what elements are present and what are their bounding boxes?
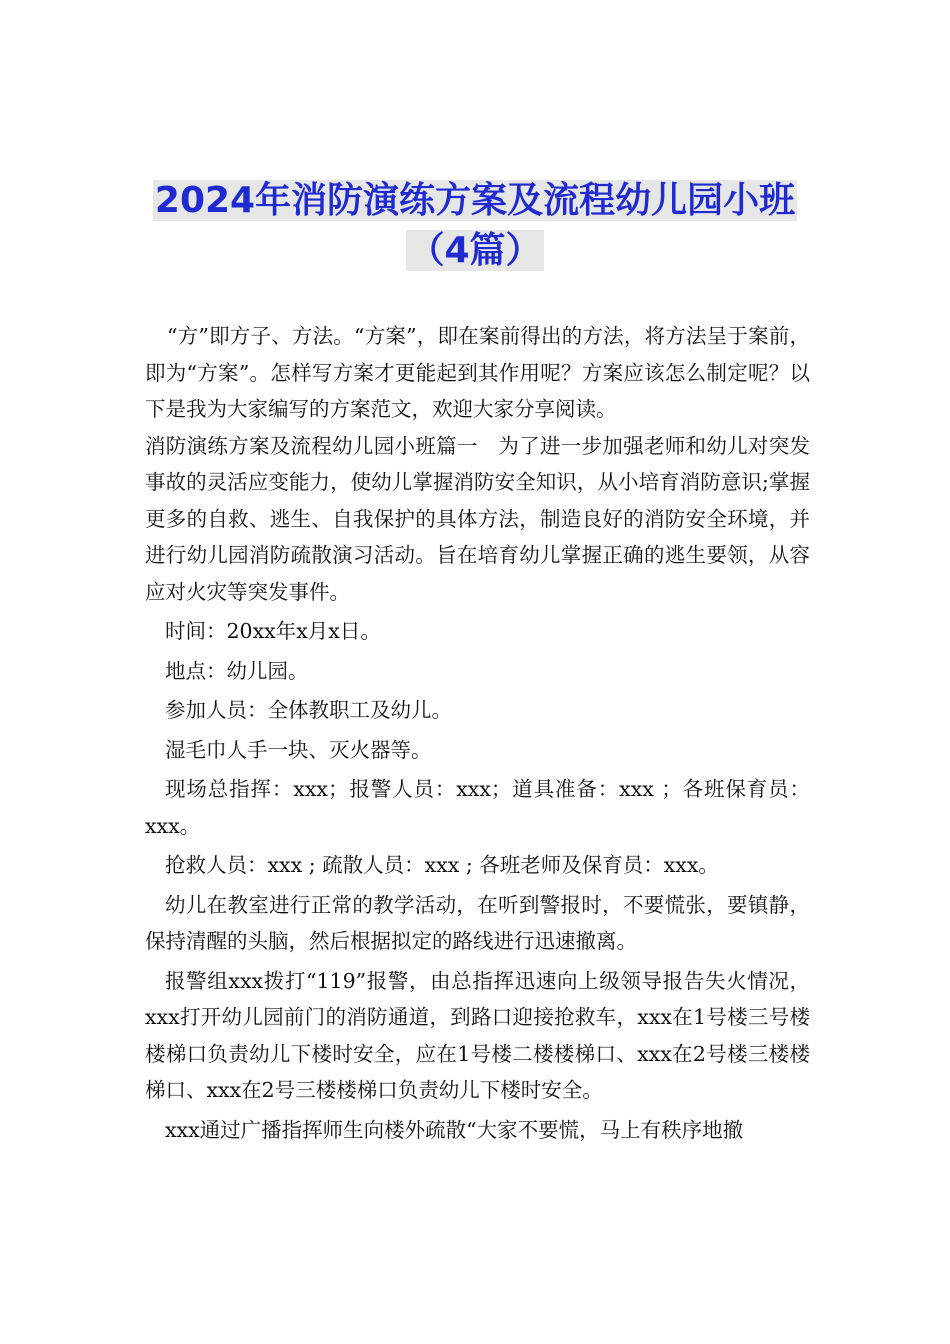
paragraph-participants: 参加人员：全体教职工及幼儿。 (165, 698, 452, 722)
paragraph-materials: 湿毛巾人手一块、灭火器等。 (165, 737, 432, 762)
title-line-2: （4篇） (408, 230, 542, 271)
paragraph-procedure: 幼儿在教室进行正常的教学活动，在听到警报时，不要慌张，要镇静，保持清醒的头脑，然后根据拟定的路线进行迅速撤离。 (145, 892, 810, 953)
paragraph-broadcast: xxx通过广播指挥师生向楼外疏散“大家不要慌，马上有秩序地撤 (165, 1117, 744, 1142)
paragraph-alarm: 报警组xxx拨打“119”报警，由总指挥迅速向上级领导报告失火情况，xxx打开幼儿园前门的消防通道，到路口迎接抢救车，xxx在1号楼三号楼楼梯口负责幼儿下楼时安全，应在1号楼二楼楼梯口、xxx在2号楼三楼楼梯口、xxx在2号三楼楼梯口负责幼儿下楼时安全。 (145, 968, 810, 1102)
paragraph-time: 时间：20xx年x月x日。 (165, 619, 381, 643)
title-line-1: 2024年消防演练方案及流程幼儿园小班 (154, 180, 796, 221)
paragraph-intro: “方”即方子、方法。“方案”，即在案前得出的方法，将方法呈于案前，即为“方案”。怎样写方案才更能起到其作用呢？方案应该怎么制定呢？以下是我为大家编写的方案范文，欢迎大家分享阅读。 (145, 324, 810, 421)
document-title (0, 176, 950, 276)
paragraph-rescuers: 抢救人员：xxx ; 疏散人员：xxx ; 各班老师及保育员：xxx。 (165, 853, 719, 877)
paragraph-commanders: 现场总指挥：xxx；报警人员：xxx；道具准备：xxx ；各班保育员：xxx。 (145, 777, 810, 838)
paragraph-location: 地点：幼儿园。 (165, 658, 309, 683)
document-body (145, 318, 810, 1148)
paragraph-section-1: 消防演练方案及流程幼儿园小班篇一 为了进一步加强老师和幼儿对突发事故的灵活应变能力，使幼儿掌握消防安全知识，从小培育消防意识;掌握更多的自救、逃生、自我保护的具体方法，制造良好的消防安全环境，并进行幼儿园消防疏散演习活动。旨在培育幼儿掌握正确的逃生要领，从容应对火灾等突发事件。 (145, 433, 810, 604)
